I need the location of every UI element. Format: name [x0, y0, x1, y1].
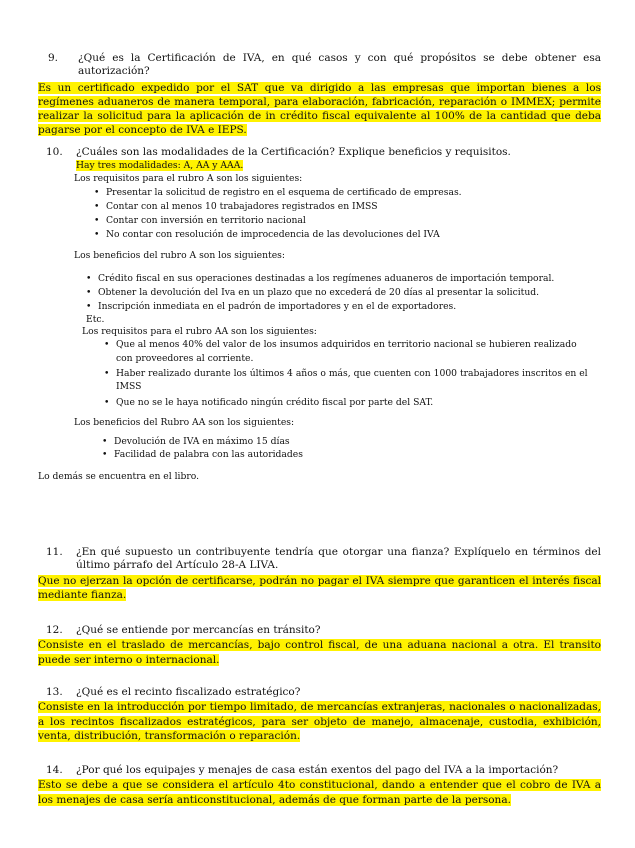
question-13-heading: [38, 686, 601, 699]
list-item: • Que no se le haya notificado ningún crédito fiscal por parte del SAT.: [104, 396, 595, 409]
question-text: ¿Qué es el recinto fiscalizado estratégico?: [76, 686, 301, 698]
question-text: ¿Qué es la Certificación de IVA, en qué casos y con qué propósitos se debe obtener esa autorización?: [78, 52, 601, 78]
req-aa-title: Los requisitos para el rubro AA son los siguientes:: [82, 326, 317, 338]
list-item: • Que al menos 40% del valor de los insumos adquiridos en territorio nacional se hubieren realizado con proveedores al corriente.: [104, 338, 595, 365]
ben-a-title: Los beneficios del rubro A son los siguientes:: [74, 249, 285, 261]
list-item: • No contar con resolución de improcedencia de las devoluciones del IVA: [94, 228, 601, 242]
answer-13: Consiste en la introducción por tiempo limitado, de mercancías extranjeras, nacionales o nacionalizadas, a los recintos fiscalizados estratégicos, para ser objeto de manejo, almacenaje, custodia, exhibición, venta, distribución, transformación o reparación.: [38, 701, 601, 742]
list-item: • Contar con al menos 10 trabajadores registrados en IMSS: [94, 200, 601, 214]
question-number: 12.: [46, 624, 63, 636]
req-aa-list: [104, 338, 595, 409]
list-item: • Presentar la solicitud de registro en el esquema de certificado de empresas.: [94, 186, 601, 200]
question-14-heading: [38, 764, 601, 777]
list-item: • Crédito fiscal en sus operaciones destinadas a los regímenes aduaneros de importación temporal.: [86, 272, 601, 286]
question-12: [38, 624, 601, 667]
answer-9: Es un certificado expedido por el SAT que va dirigido a las empresas que importan bienes a los regímenes aduaneros de manera temporal, para elaboración, fabricación, reparación o IMMEX; permite realizar la solicitud para la aplicación de in crédito fiscal equivalente al 100% de la cantidad que deba pagarse por el concepto de IVA e IEPS.: [38, 81, 601, 137]
question-11: [38, 546, 601, 602]
answer-12: Consiste en el traslado de mercancías, bajo control fiscal, de una aduana nacional a otra. El transito puede ser interno o internacional.: [38, 639, 601, 666]
question-9-heading: [38, 52, 601, 79]
question-12-heading: [38, 624, 601, 637]
question-number: 14.: [46, 764, 63, 776]
question-13: [38, 686, 601, 743]
question-11-heading: [38, 546, 601, 573]
ben-a-list: [86, 272, 601, 314]
req-a-title: Los requisitos para el rubro A son los siguientes:: [74, 173, 303, 185]
question-14: [38, 764, 601, 807]
list-item: • Contar con inversión en territorio nacional: [94, 214, 601, 228]
req-a-list: [94, 186, 601, 242]
question-number: 13.: [46, 686, 63, 698]
question-number: 10.: [46, 146, 63, 158]
ben-aa-title: Los beneficios del Rubro AA son los siguientes:: [74, 416, 295, 428]
list-item: • Inscripción inmediata en el padrón de importadores y en el de exportadores.: [86, 300, 601, 314]
answer-11: Que no ejerzan la opción de certificarse, podrán no pagar el IVA siempre que garanticen el interés fiscal mediante fianza.: [38, 574, 601, 602]
question-text: ¿Cuáles son las modalidades de la Certificación? Explique beneficios y requisitos.: [76, 146, 511, 158]
question-number: 9.: [48, 52, 59, 64]
modalities-answer: Hay tres modalidades: A, AA y AAA.: [76, 160, 244, 172]
list-item: • Devolución de IVA en máximo 15 días: [102, 435, 601, 449]
question-number: 11.: [46, 546, 63, 558]
list-item: • Facilidad de palabra con las autoridades: [102, 448, 601, 462]
question-text: ¿Qué se entiende por mercancías en tránsito?: [76, 624, 321, 636]
list-item: • Obtener la devolución del Iva en un plazo que no excederá de 20 días al presentar la solicitud.: [86, 286, 601, 300]
question-text: ¿En qué supuesto un contribuyente tendría que otorgar una fianza? Explíquelo en términos del último párrafo del Artículo 28-A LIVA.: [76, 546, 601, 572]
rest-in-book: Lo demás se encuentra en el libro.: [38, 471, 200, 483]
answer-14: Esto se debe a que se considera el artículo 4to constitucional, dando a entender que el cobro de IVA a los menajes de casa sería anticonstitucional, además de que forman parte de la persona.: [38, 779, 601, 806]
question-9: [38, 52, 601, 138]
list-item: • Haber realizado durante los últimos 4 años o más, que cuenten con 1000 trabajadores inscritos en el IMSS: [104, 367, 595, 394]
etc-text: Etc.: [86, 313, 105, 325]
question-10-heading: [38, 146, 601, 159]
question-text: ¿Por qué los equipajes y menajes de casa están exentos del pago del IVA a la importación?: [76, 764, 559, 776]
ben-aa-list: [102, 435, 601, 463]
question-10: [38, 146, 601, 483]
